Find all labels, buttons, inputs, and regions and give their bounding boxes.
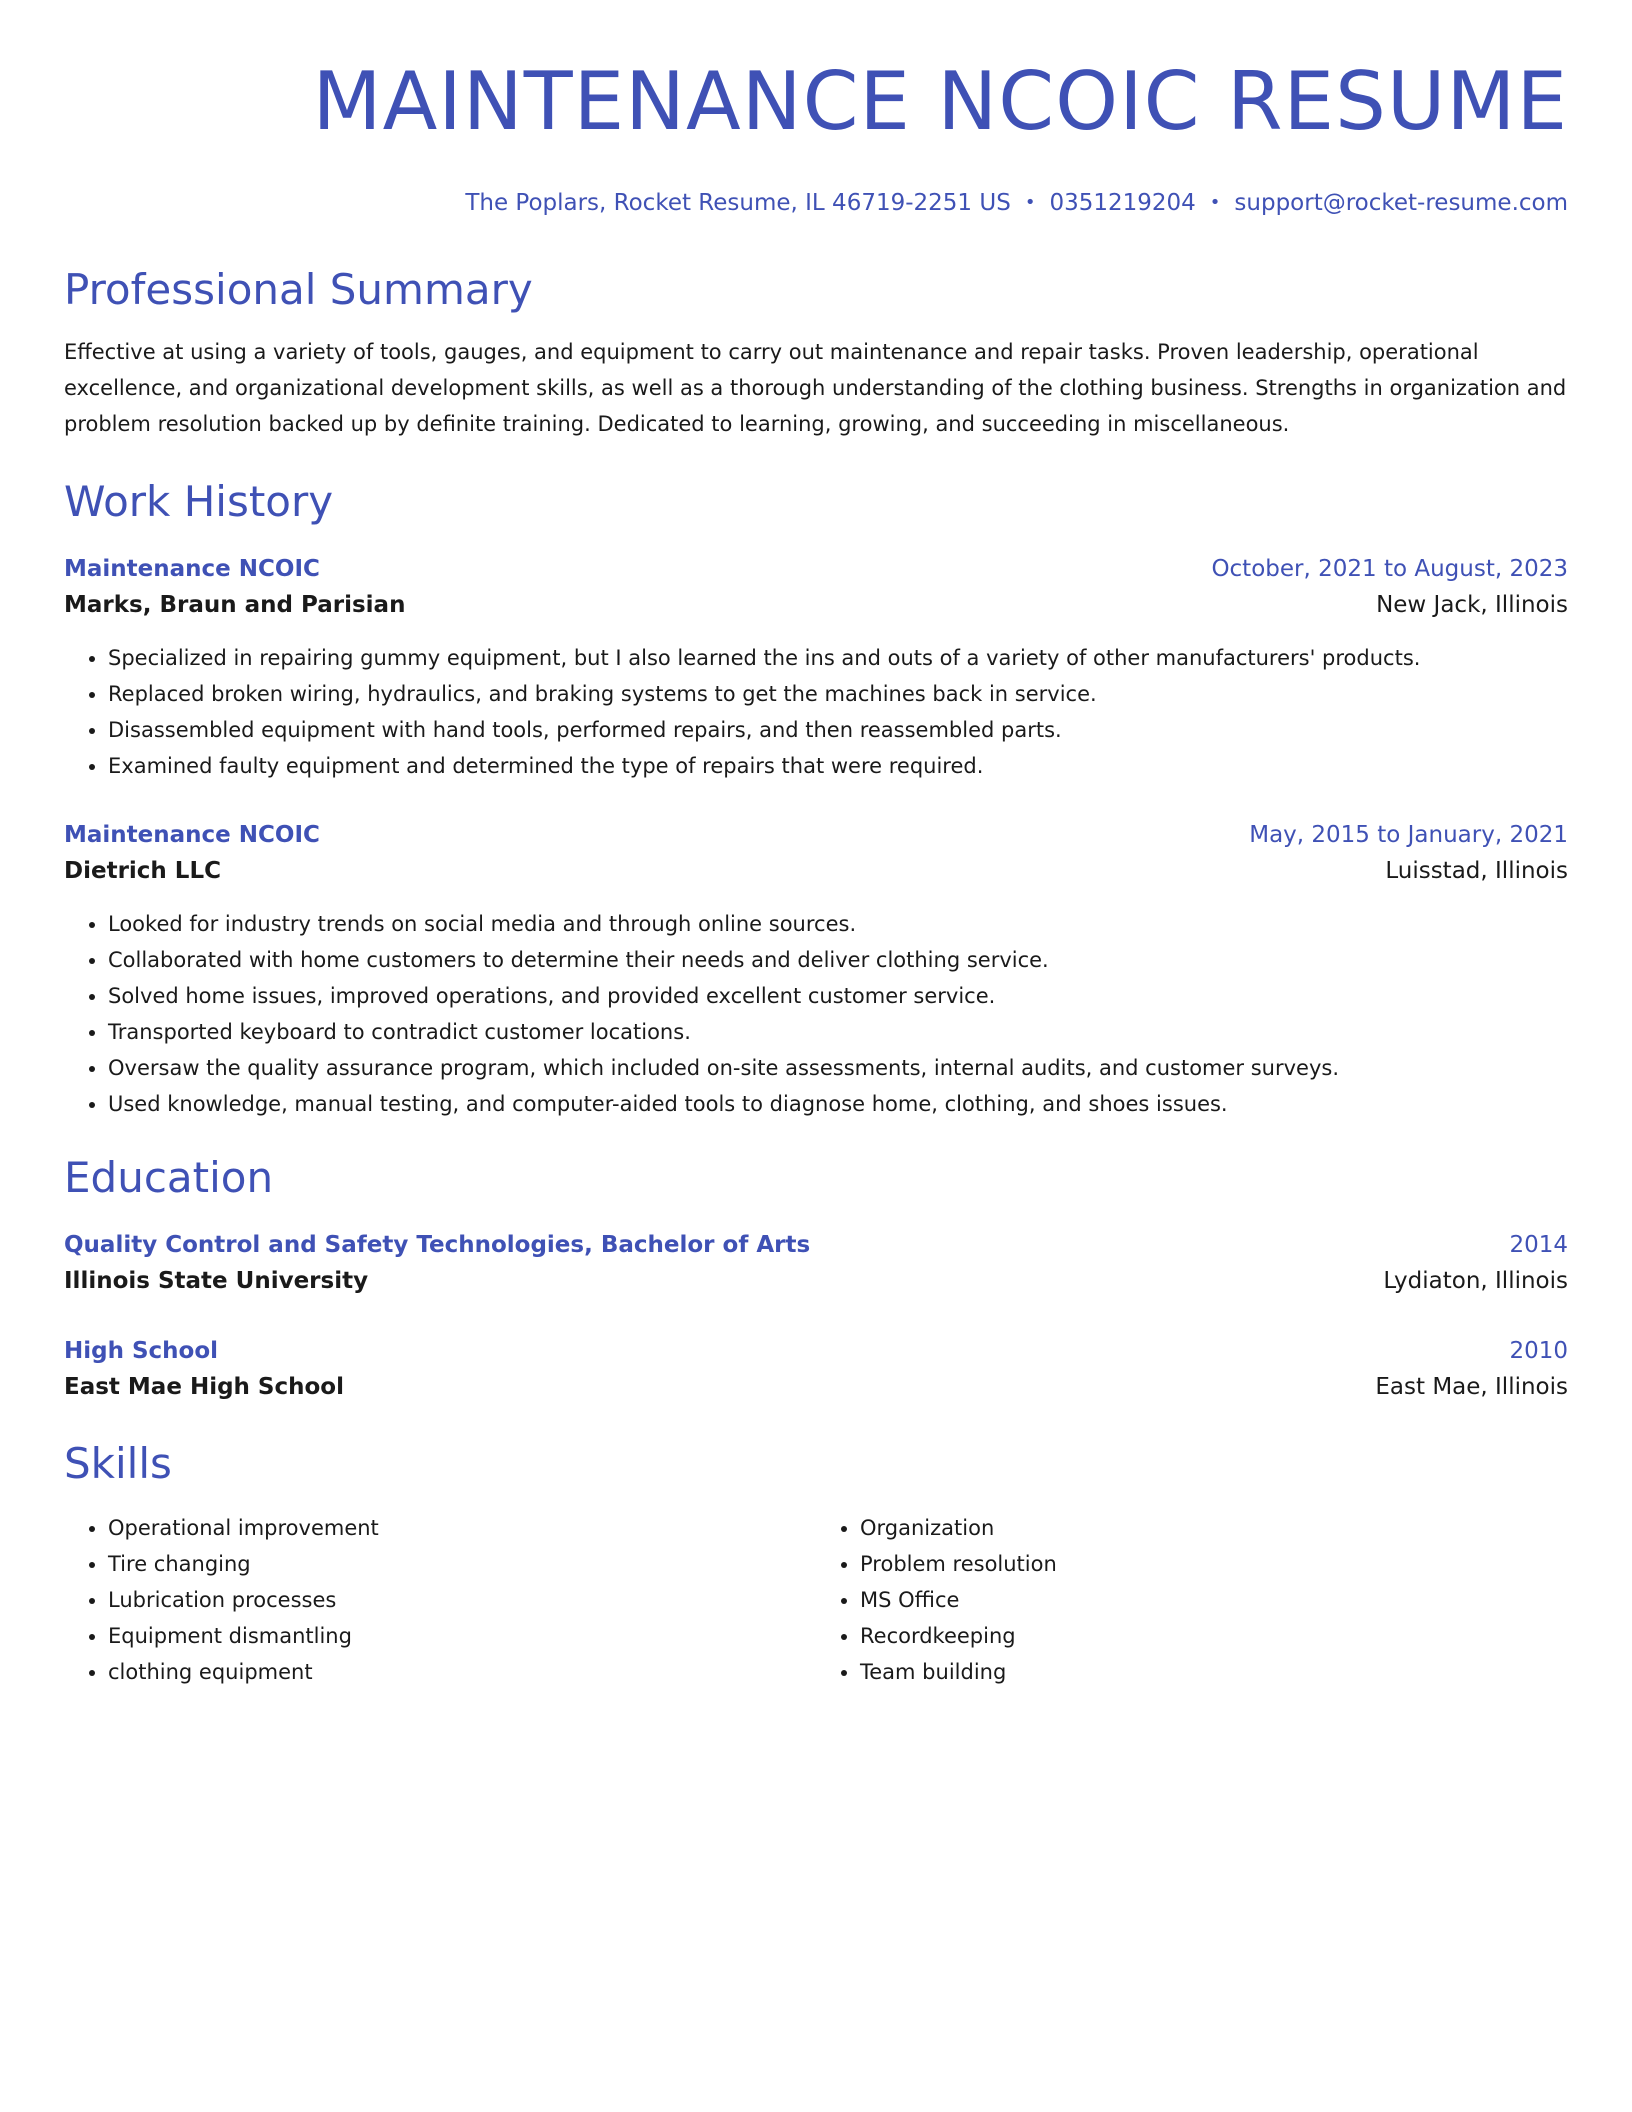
section-title-education: Education — [64, 1153, 274, 1202]
skill-item: • clothing equipment — [108, 1654, 816, 1690]
skills-column-left — [64, 1510, 816, 1690]
job-bullets — [64, 640, 1568, 784]
education-school: East Mae High School — [64, 1374, 344, 1400]
education-degree: Quality Control and Safety Technologies, Bachelor of Arts — [64, 1232, 811, 1258]
job-company: Dietrich LLC — [64, 858, 222, 884]
skill-item: • Tire changing — [108, 1546, 816, 1582]
job-bullet: • Solved home issues, improved operations, and provided excellent customer service. — [108, 978, 1568, 1014]
job-bullet: • Replaced broken wiring, hydraulics, and braking systems to get the machines back in service. — [108, 676, 1568, 712]
job-bullet: • Collaborated with home customers to determine their needs and deliver clothing service. — [108, 942, 1568, 978]
job-bullet: • Disassembled equipment with hand tools, performed repairs, and then reassembled parts. — [108, 712, 1568, 748]
education-location: Lydiaton, Illinois — [1383, 1268, 1568, 1294]
skill-item: • Organization — [860, 1510, 1568, 1546]
job-bullet: • Used knowledge, manual testing, and computer-aided tools to diagnose home, clothing, and shoes issues. — [108, 1086, 1568, 1122]
job-location: Luisstad, Illinois — [1385, 858, 1568, 884]
summary-text: Effective at using a variety of tools, gauges, and equipment to carry out maintenance and repair tasks. Proven leadership, operational excellence, and organizational development skills, as well as a thorough understanding of the clothing business. Strengths in organization and problem resolution backed up by definite training. Dedicated to learning, growing, and succeeding in miscellaneous. — [64, 340, 1567, 436]
job-bullet: • Oversaw the quality assurance program, which included on-site assessments, internal audits, and customer surveys. — [108, 1050, 1568, 1086]
education-year: 2010 — [1509, 1338, 1568, 1364]
skill-item: • Operational improvement — [108, 1510, 816, 1546]
education-entry — [64, 1228, 1568, 1300]
job-bullet: • Specialized in repairing gummy equipment, but I also learned the ins and outs of a variety of other manufacturers' products. — [108, 640, 1568, 676]
contact-email[interactable]: support@rocket-resume.com — [1234, 190, 1568, 216]
job-bullet: • Transported keyboard to contradict customer locations. — [108, 1014, 1568, 1050]
skills-column-right — [816, 1510, 1568, 1690]
job-company: Marks, Braun and Parisian — [64, 592, 406, 618]
skill-item: • Equipment dismantling — [108, 1618, 816, 1654]
skill-item: • MS Office — [860, 1582, 1568, 1618]
section-title-summary: Professional Summary — [64, 265, 533, 314]
skill-item: • Lubrication processes — [108, 1582, 816, 1618]
resume-title: MAINTENANCE NCOIC RESUME — [312, 55, 1568, 148]
skill-item: • Recordkeeping — [860, 1618, 1568, 1654]
section-title-skills: Skills — [64, 1439, 172, 1488]
job-bullet: • Examined faulty equipment and determined the type of repairs that were required. — [108, 748, 1568, 784]
skills-grid — [64, 1510, 1568, 1690]
job-bullets — [64, 906, 1568, 1122]
job-dates: October, 2021 to August, 2023 — [1211, 556, 1568, 582]
skill-item: • Team building — [860, 1654, 1568, 1690]
skill-item: • Problem resolution — [860, 1546, 1568, 1582]
job-role: Maintenance NCOIC — [64, 822, 320, 848]
contact-separator: • — [1024, 192, 1036, 213]
job-role: Maintenance NCOIC — [64, 556, 320, 582]
job-entry — [64, 818, 1568, 1122]
job-location: New Jack, Illinois — [1376, 592, 1568, 618]
section-title-work-history: Work History — [64, 477, 334, 526]
education-degree: High School — [64, 1338, 219, 1364]
education-location: East Mae, Illinois — [1375, 1374, 1568, 1400]
job-dates: May, 2015 to January, 2021 — [1249, 822, 1568, 848]
education-entry — [64, 1334, 1568, 1406]
contact-line — [64, 188, 1568, 218]
education-year: 2014 — [1509, 1232, 1568, 1258]
contact-phone: 0351219204 — [1049, 190, 1196, 216]
job-entry — [64, 552, 1568, 784]
contact-separator: • — [1209, 192, 1221, 213]
job-bullet: • Looked for industry trends on social media and through online sources. — [108, 906, 1568, 942]
contact-address: The Poplars, Rocket Resume, IL 46719-2251 US — [465, 190, 1011, 216]
education-school: Illinois State University — [64, 1268, 369, 1294]
